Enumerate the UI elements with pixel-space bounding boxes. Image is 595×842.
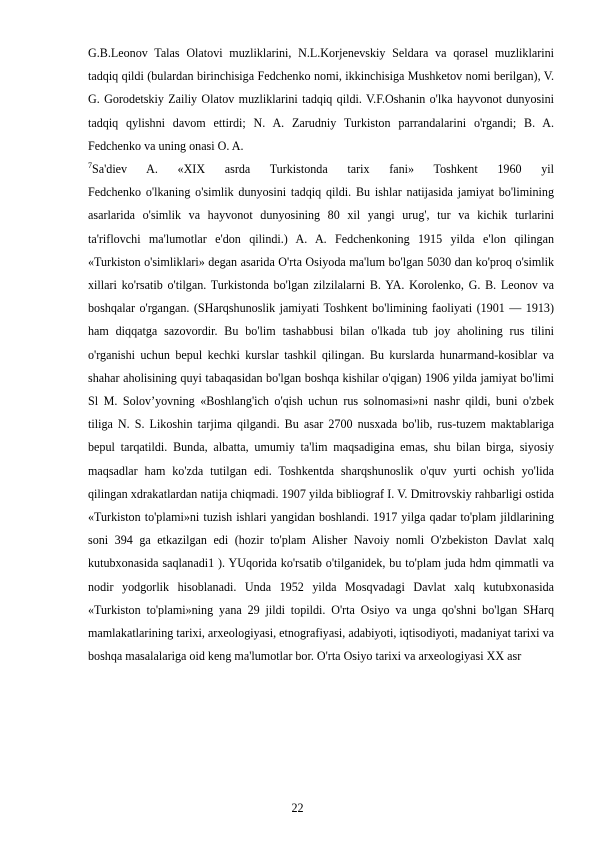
- paragraph-2: Fedchenko o'lkaning o'simlik dunyosini tadqiq qildi. Bu ishlar natijasida jamiyat bo'limining asarlarida o'simlik va hayvonot dunyosining 80 xil yangi urug', tur va kichik turlarini ta'riflovchi ma'lumotlar e'don qilindi.) A. A. Fedchenkoning 1915 yilda e'lon qilingan «Turkiston o'simliklari» degan asarida O'rta Osiyoda ma'lum bo'lgan 5030 dan ko'proq o'simlik xillari ko'rsatib o'tilgan. Turkistonda bo'lgan zilzilalarni B. YA. Korolenko, G. B. Leonov va boshqalar o'rgangan. (SHarqshunoslik jamiyati Toshkent bo'limining faoliyati (1901 — 1913) ham diqqatga sazovordir. Bu bo'lim tashabbusi bilan o'lkada tub joy aholining rus tilini o'rganishi uchun bepul kechki kurslar tashkil qilingan. Bu kurslarda hunarmand-kosiblar va shahar aholisining quyi tabaqasidan bo'lgan boshqa kishilar o'qigan) 1906 yilda jamiyat bo'limi Sl M. Solov’yovning «Boshlang'ich o'qish uchun rus solnomasi»ni nashr qildi, buni o'zbek tiliga N. S. Likoshin tarjima qilgandi. Bu asar 2700 nusxada bo'lib, rus-tuzem maktablariga bepul tarqatildi. Bunda, albatta, umumiy ta'lim maqsadigina emas, shu bilan birga, siyosiy maqsadlar ham ko'zda tutilgan edi. Toshkentda sharqshunoslik o'quv yurti ochish yo'lida qilingan xdrakatlardan natija chiqmadi. 1907 yilda bibliograf I. V. Dmitrovskiy rahbarligi ostida «Turkiston to'plami»ni tuzish ishlari yangidan boshlandi. 1917 yilga qadar to'plam jildlarining soni 394 ga etkazilgan edi (hozir to'plam Alisher Navoiy nomli O'zbekiston Davlat xalq kutubxonasida saqlanadi1 ). YUqorida ko'rsatib o'tilganidek, bu to'plam juda hdm qimmatli va nodir yodgorlik hisoblanadi. Unda 1952 yilda Mosqvadagi Davlat xalq kutubxonasida «Turkiston to'plami»ning yana 29 jildi topildi. O'rta Osiyo va unga qo'shni bo'lgan SHarq mamlakatlarining tarixi, arxeologiyasi, etnografiyasi, adabiyoti, iqtisodiyoti, madaniyat tarixi va boshqa masalalariga oid keng ma'lumotlar bor. O'rta Osiyo tarixi va arxeologiyasi XX asr: [88, 185, 554, 664]
- footnote-text: Sa'diev A. «XIX asrda Turkistonda tarix fani» Toshkent 1960 yil: [92, 162, 554, 177]
- footnote-number: 7: [88, 160, 92, 170]
- footnote: [88, 158, 554, 181]
- page-number: 22: [291, 801, 304, 815]
- body-text: [88, 42, 554, 668]
- paragraph-1: G.B.Leonov Talas Olatovi muzliklarini, N.L.Korjenevskiy Seldara va qorasel muzliklarini tadqiq qildi (bulardan birinchisiga Fedchenko nomi, ikkinchisiga Mushketov nomi berilgan), V. G. Gorodetskiy Zailiy Olatov muzliklarini tadqiq qildi. V.F.Oshanin o'lka hayvonot dunyosini tadqiq qylishni davom ettirdi; N. A. Zarudniy Turkiston parrandalarini o'rgandi; B. A. Fedchenko va uning onasi O. A.: [88, 46, 554, 153]
